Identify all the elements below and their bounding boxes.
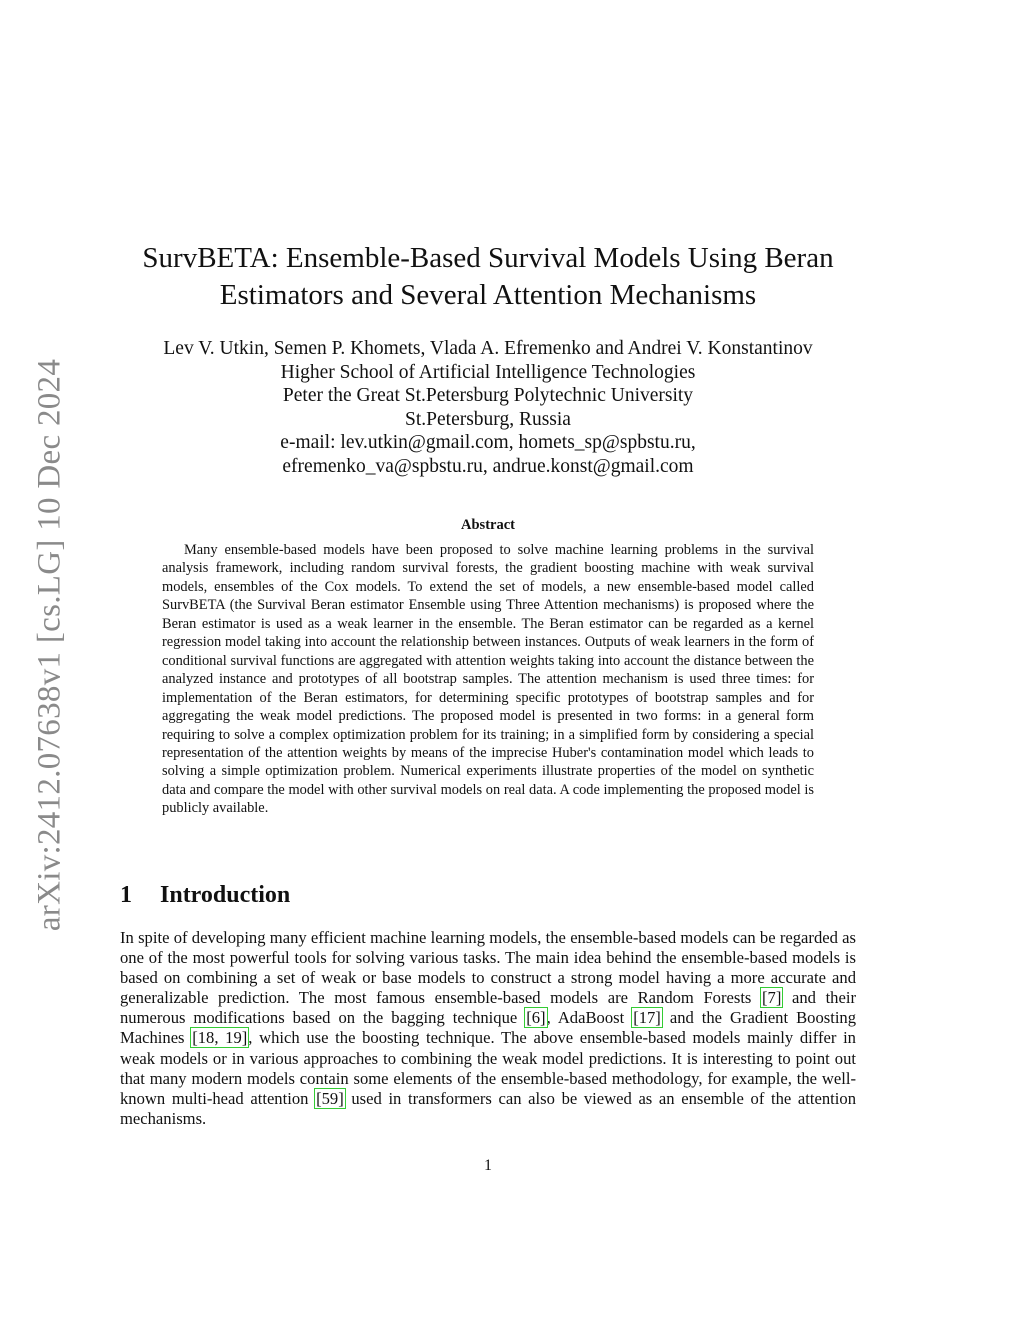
affiliation-university: Peter the Great St.Petersburg Polytechnic University xyxy=(282,385,694,406)
affiliation-school: Higher School of Artificial Intelligence Technologies xyxy=(280,361,696,383)
intro-text-segment: In spite of developing many efficient machine learning models, the ensemble-based models can be regarded as one of the most powerful tools for solving various tasks. The main idea behind the ensemble-based models is based on combining a set of weak or base models to construct a strong model having a more accurate and generalizable prediction. The most famous ensemble-based models are Random Forests xyxy=(120,928,856,1008)
intro-text-segment: and the Gradient Boosting Machines xyxy=(120,1008,857,1048)
intro-text-segment: , AdaBoost xyxy=(546,1008,633,1028)
section-title: Introduction xyxy=(160,882,291,908)
abstract-text: Many ensemble-based models have been proposed to solve machine learning problems in the survival analysis framework, including random survival forests, the gradient boosting machine with weak survival models, ensembles of the Cox models. To extend the set of models, a new ensemble-based model called SurvBETA (the Survival Beran estimator Ensemble using Three Attention mechanisms) is proposed where the Beran estimator is used as a weak learner in the ensemble. The Beran estimator can be regarded as a kernel regression model taking into account the relationship between instances. Outputs of weak learners in the form of conditional survival functions are aggregated with attention weights taking into account the distance between the analyzed instance and prototypes of all bootstrap samples. The attention mechanism is used three times: for implementation of the Beran estimators, for determining specific prototypes of bootstrap samples and for aggregating the weak model predictions. The proposed model is presented in two forms: in a general form requiring to solve a complex optimization problem for its training; in a simplified form by considering a special representation of the attention weights by means of the imprecise Huber's contamination model which leads to solving a simple optimization problem. Numerical experiments illustrate properties of the model on synthetic data and compare the model with other survival models on real data. A code implementing the proposed model is publicly available. xyxy=(162,542,814,817)
author-names: Lev V. Utkin, Semen P. Khomets, Vlada A. Efremenko and Andrei V. Konstantinov xyxy=(163,338,813,359)
abstract-heading: Abstract xyxy=(461,517,515,533)
introduction-paragraph xyxy=(120,928,856,1129)
citation-link-7[interactable]: [7] xyxy=(762,988,782,1008)
arxiv-identifier-stamp: arXiv:2412.07638v1 [cs.LG] 10 Dec 2024 xyxy=(31,358,68,932)
paper-title xyxy=(120,240,856,314)
affiliation-city: St.Petersburg, Russia xyxy=(405,408,571,430)
section-number: 1 xyxy=(120,882,132,908)
page-number: 1 xyxy=(484,1157,492,1174)
citation-link-6[interactable]: [6] xyxy=(526,1008,546,1028)
citation-link-18-19[interactable]: [18, 19] xyxy=(192,1028,248,1048)
author-emails-line-1: e-mail: lev.utkin@gmail.com, homets_sp@spbstu.ru, xyxy=(280,432,696,453)
section-heading-introduction xyxy=(120,882,290,909)
citation-link-17[interactable]: [17] xyxy=(633,1008,661,1028)
citation-link-59[interactable]: [59] xyxy=(316,1088,344,1108)
intro-text-segment: and their numerous modifications based on the bagging technique xyxy=(120,988,856,1028)
author-block xyxy=(120,337,856,478)
title-line-1: SurvBETA: Ensemble-Based Survival Models Using Beran xyxy=(142,242,834,274)
title-line-2: Estimators and Several Attention Mechanisms xyxy=(219,279,757,311)
intro-text-segment: , which use the boosting technique. The above ensemble-based models mainly differ in weak models or in various approaches to combining the weak model predictions. It is interesting to point out that many modern models contain some elements of the ensemble-based methodology, for example, the well-known multi-head attention xyxy=(120,1028,856,1108)
intro-text-segment: used in transformers can also be viewed as an ensemble of the attention mechanisms. xyxy=(120,1088,856,1128)
author-emails-line-2: efremenko_va@spbstu.ru, andrue.konst@gmail.com xyxy=(282,455,694,477)
